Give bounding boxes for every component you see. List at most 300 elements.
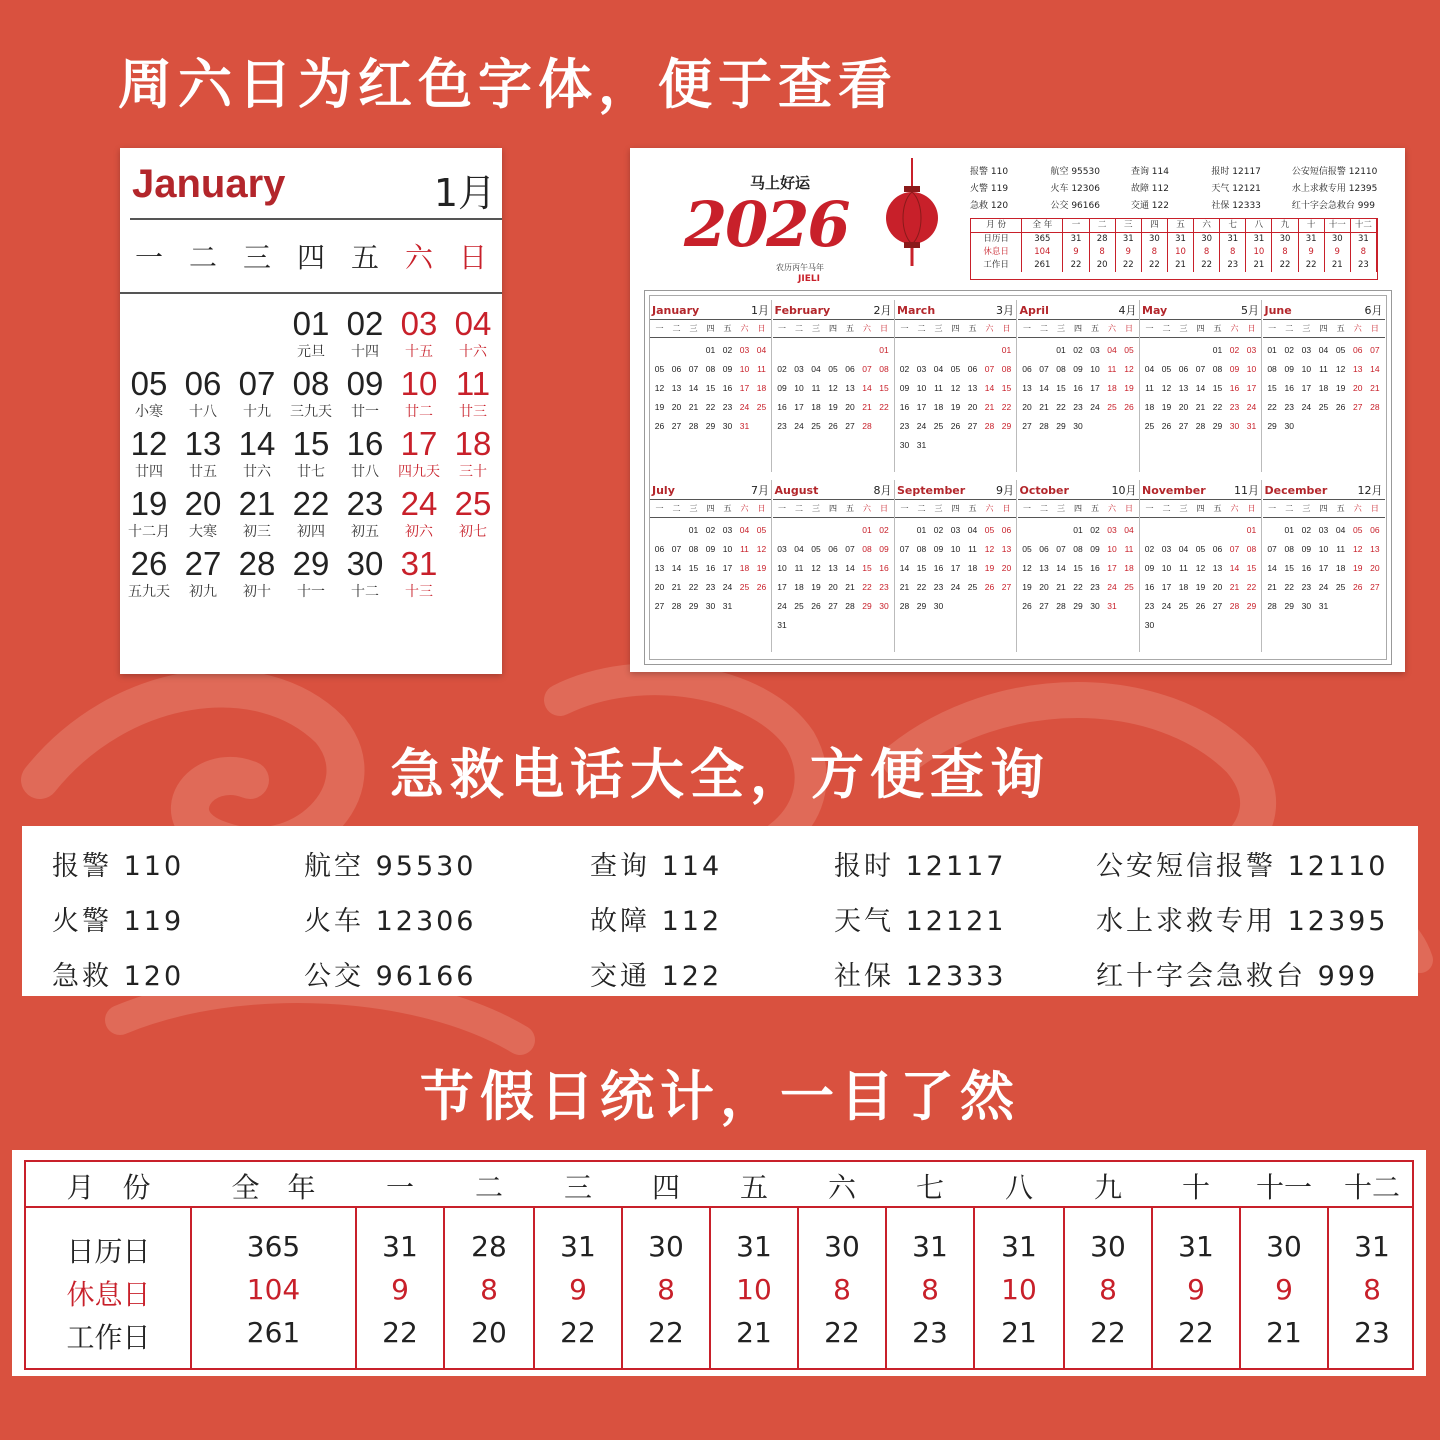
poster-weekday-row bbox=[1263, 500, 1385, 518]
poster-day: 04 bbox=[739, 525, 750, 535]
poster-month-en: May bbox=[1142, 304, 1168, 317]
day-cell bbox=[230, 424, 284, 484]
poster-day: 02 bbox=[722, 345, 733, 355]
poster-stat-cell: 28 bbox=[1090, 233, 1116, 246]
poster-day: 02 bbox=[1073, 345, 1083, 355]
poster-stat-cell: 30 bbox=[1325, 233, 1351, 246]
poster-day: 28 bbox=[688, 421, 699, 431]
poster-day: 09 bbox=[777, 383, 787, 393]
day-number: 04 bbox=[454, 305, 492, 342]
poster-day: 25 bbox=[1107, 402, 1117, 412]
poster-stat-head-cell: 六 bbox=[1194, 219, 1220, 232]
poster-day: 11 bbox=[1124, 544, 1134, 554]
lunar-label: 三九天 bbox=[290, 404, 332, 420]
day-number: 09 bbox=[346, 365, 384, 402]
day-cell bbox=[338, 544, 392, 604]
poster-day: 16 bbox=[1301, 563, 1312, 573]
poster-phone-list bbox=[970, 164, 1390, 215]
poster-day: 03 bbox=[722, 525, 733, 535]
day-number: 18 bbox=[454, 425, 492, 462]
poster-day: 16 bbox=[705, 563, 716, 573]
poster-holiday-stat bbox=[970, 218, 1378, 280]
poster-weekday: 四 bbox=[706, 504, 715, 513]
poster-stat-head-cell: 五 bbox=[1168, 219, 1194, 232]
poster-day: 04 bbox=[967, 525, 978, 535]
poster-phone-entry: 航空 95530 bbox=[1050, 167, 1100, 177]
poster-stat-cell: 22 bbox=[1194, 259, 1220, 272]
poster-weekday: 五 bbox=[846, 324, 854, 333]
weekday-label: 二 bbox=[188, 241, 217, 274]
poster-month-title bbox=[650, 480, 771, 500]
poster-day-grid bbox=[1140, 338, 1261, 439]
lunar-label: 廿一 bbox=[351, 404, 379, 420]
poster-weekday: 一 bbox=[900, 504, 909, 513]
poster-day: 23 bbox=[1073, 402, 1083, 412]
poster-day: 26 bbox=[811, 601, 821, 611]
poster-day: 01 bbox=[879, 345, 889, 355]
poster-stat-cell: 8 bbox=[1142, 246, 1168, 259]
lunar-label: 十五 bbox=[405, 344, 433, 360]
poster-day: 09 bbox=[933, 544, 944, 554]
holiday-table-header bbox=[26, 1162, 1412, 1208]
poster-stat-row bbox=[971, 259, 1377, 272]
poster-day: 14 bbox=[1229, 563, 1240, 573]
lantern-icon bbox=[882, 158, 942, 268]
poster-weekday-row bbox=[650, 320, 771, 338]
poster-day-blank bbox=[685, 344, 702, 363]
lunar-label: 十六 bbox=[459, 344, 487, 360]
poster-day: 02 bbox=[1144, 544, 1155, 554]
poster-day: 26 bbox=[1335, 402, 1346, 412]
poster-day: 27 bbox=[1212, 601, 1223, 611]
poster-weekday: 五 bbox=[1091, 324, 1099, 333]
poster-month-title bbox=[773, 480, 894, 500]
poster-stat-cell: 31 bbox=[1299, 233, 1325, 246]
poster-day: 24 bbox=[950, 582, 961, 592]
holiday-value: 104 bbox=[246, 1273, 301, 1306]
lunar-label: 十九 bbox=[243, 404, 271, 420]
poster-day-blank bbox=[668, 344, 685, 363]
phone-row bbox=[22, 899, 1418, 954]
phone-entry: 社保 12333 bbox=[834, 961, 1007, 992]
poster-day: 06 bbox=[1353, 345, 1363, 355]
poster-day: 14 bbox=[862, 383, 872, 393]
poster-day: 19 bbox=[1195, 582, 1206, 592]
lunar-label: 初四 bbox=[297, 524, 325, 540]
holiday-value: 8 bbox=[1363, 1273, 1381, 1306]
poster-day: 27 bbox=[654, 601, 665, 611]
poster-weekday: 四 bbox=[1319, 504, 1328, 513]
poster-day: 22 bbox=[1073, 582, 1083, 592]
poster-day: 11 bbox=[757, 364, 766, 374]
poster-phone-entry: 查询 114 bbox=[1130, 167, 1169, 177]
holiday-header-cell: 八 bbox=[1004, 1171, 1033, 1204]
poster-day: 14 bbox=[1370, 364, 1380, 374]
poster-day: 15 bbox=[1246, 563, 1257, 573]
poster-weekday: 日 bbox=[757, 504, 766, 513]
poster-day: 27 bbox=[1353, 402, 1363, 412]
poster-day: 16 bbox=[722, 383, 733, 393]
poster-month-title bbox=[1018, 300, 1139, 320]
lunar-label: 廿三 bbox=[459, 404, 487, 420]
poster-weekday: 一 bbox=[655, 324, 664, 333]
holiday-value: 30 bbox=[824, 1230, 860, 1263]
poster-phone-row bbox=[970, 198, 1390, 215]
poster-day: 21 bbox=[671, 582, 682, 592]
lunar-label: 初十 bbox=[243, 584, 271, 600]
poster-day: 22 bbox=[1284, 582, 1294, 592]
poster-day: 14 bbox=[688, 383, 699, 393]
poster-weekday-row bbox=[1140, 500, 1261, 518]
poster-stat-cell: 104 bbox=[1022, 246, 1063, 259]
poster-weekday: 一 bbox=[900, 324, 909, 333]
day-cell bbox=[122, 424, 176, 484]
poster-phone-entry: 报警 110 bbox=[970, 167, 1009, 177]
poster-phone-row bbox=[970, 164, 1390, 181]
poster-day: 21 bbox=[984, 402, 995, 412]
poster-day: 21 bbox=[899, 582, 910, 592]
poster-day: 27 bbox=[967, 421, 978, 431]
poster-day: 19 bbox=[1161, 402, 1172, 412]
phone-entry: 火警 119 bbox=[52, 906, 185, 937]
poster-day: 20 bbox=[828, 582, 838, 592]
holiday-value: 31 bbox=[1354, 1230, 1390, 1263]
poster-month-en: July bbox=[652, 484, 675, 497]
poster-stat-cell: 261 bbox=[1022, 259, 1063, 272]
poster-stat-cell: 31 bbox=[1351, 233, 1377, 246]
poster-day-blank bbox=[1175, 344, 1192, 363]
day-cell bbox=[446, 484, 500, 544]
day-cell bbox=[122, 304, 176, 364]
poster-stat-cell: 20 bbox=[1090, 259, 1116, 272]
poster-weekday: 三 bbox=[934, 504, 943, 513]
poster-day: 21 bbox=[1229, 582, 1240, 592]
poster-weekday: 一 bbox=[1145, 324, 1154, 333]
heading-holiday: 节假日统计，一目了然 bbox=[420, 1065, 1020, 1128]
poster-day: 10 bbox=[950, 544, 961, 554]
poster-day: 22 bbox=[705, 402, 716, 412]
holiday-value: 8 bbox=[921, 1273, 939, 1306]
poster-weekday: 四 bbox=[1074, 324, 1082, 333]
poster-stat-cell: 10 bbox=[1246, 246, 1272, 259]
poster-day: 17 bbox=[739, 383, 750, 393]
poster-day: 10 bbox=[1161, 563, 1172, 573]
poster-weekday: 四 bbox=[1196, 324, 1205, 333]
poster-day: 16 bbox=[1090, 563, 1100, 573]
poster-day-blank bbox=[964, 344, 981, 363]
lunar-label: 小寒 bbox=[135, 404, 163, 420]
holiday-value: 31 bbox=[382, 1230, 418, 1263]
poster-stat-cell: 365 bbox=[1022, 233, 1063, 246]
poster-day: 27 bbox=[671, 421, 682, 431]
poster-day: 05 bbox=[1022, 544, 1032, 554]
weekday-label: 四 bbox=[296, 241, 325, 274]
poster-day: 03 bbox=[739, 345, 750, 355]
poster-day: 26 bbox=[654, 421, 665, 431]
phone-entry: 查询 114 bbox=[590, 851, 723, 882]
day-number: 03 bbox=[400, 305, 438, 342]
poster-weekday: 一 bbox=[1023, 504, 1031, 513]
poster-day: 29 bbox=[1001, 421, 1012, 431]
poster-day: 01 bbox=[1073, 525, 1083, 535]
poster-weekday-row bbox=[895, 320, 1016, 338]
poster-month-title bbox=[1263, 480, 1385, 500]
poster-day: 20 bbox=[1001, 563, 1012, 573]
poster-weekday: 三 bbox=[1057, 324, 1065, 333]
poster-day: 03 bbox=[916, 364, 927, 374]
poster-month bbox=[773, 300, 895, 472]
poster-stat-cell: 9 bbox=[1299, 246, 1325, 259]
weekday-row bbox=[120, 228, 502, 294]
poster-day: 24 bbox=[1301, 402, 1312, 412]
poster-day-grid bbox=[650, 518, 771, 619]
poster-stat-cell: 23 bbox=[1351, 259, 1377, 272]
poster-day-blank bbox=[774, 344, 791, 363]
poster-day: 15 bbox=[1073, 563, 1083, 573]
poster-day: 28 bbox=[1195, 421, 1206, 431]
poster-day: 19 bbox=[984, 563, 995, 573]
holiday-value: 31 bbox=[912, 1230, 948, 1263]
poster-month-cn: 11月 bbox=[1234, 484, 1259, 497]
day-number: 13 bbox=[184, 425, 222, 462]
holiday-value: 8 bbox=[833, 1273, 851, 1306]
phone-entry: 报警 110 bbox=[52, 851, 185, 882]
poster-day: 25 bbox=[1124, 582, 1134, 592]
holiday-value: 30 bbox=[648, 1230, 684, 1263]
poster-weekday: 五 bbox=[723, 324, 732, 333]
poster-day: 14 bbox=[899, 563, 910, 573]
poster-day: 25 bbox=[967, 582, 978, 592]
poster-day-blank bbox=[896, 344, 913, 363]
poster-day: 08 bbox=[879, 364, 889, 374]
poster-day: 18 bbox=[1144, 402, 1155, 412]
poster-day: 03 bbox=[1090, 345, 1100, 355]
poster-day: 19 bbox=[756, 563, 767, 573]
poster-day-blank bbox=[651, 344, 668, 363]
poster-weekday: 六 bbox=[985, 324, 994, 333]
poster-weekday: 二 bbox=[1040, 504, 1048, 513]
day-number: 31 bbox=[400, 545, 438, 582]
poster-day: 20 bbox=[1039, 582, 1049, 592]
poster-stat-cell: 8 bbox=[1351, 246, 1377, 259]
poster-day: 15 bbox=[705, 383, 716, 393]
poster-day: 29 bbox=[916, 601, 927, 611]
poster-weekday: 二 bbox=[672, 324, 681, 333]
poster-month-title bbox=[1018, 480, 1139, 500]
poster-day: 22 bbox=[879, 402, 889, 412]
poster-day: 22 bbox=[1001, 402, 1012, 412]
poster-day: 03 bbox=[1107, 525, 1117, 535]
poster-day: 23 bbox=[1229, 402, 1240, 412]
poster-day: 18 bbox=[1107, 383, 1117, 393]
holiday-value: 22 bbox=[560, 1316, 596, 1349]
poster-day: 28 bbox=[899, 601, 910, 611]
weekday-label: 五 bbox=[350, 241, 379, 274]
poster-day: 03 bbox=[1161, 544, 1172, 554]
poster-stat-cell: 日历日 bbox=[971, 233, 1022, 246]
day-cell bbox=[122, 364, 176, 424]
poster-day: 11 bbox=[794, 563, 804, 573]
poster-day: 25 bbox=[794, 601, 804, 611]
poster-slogan: 马上好运 bbox=[750, 174, 811, 192]
poster-day: 12 bbox=[756, 544, 767, 554]
poster-day: 06 bbox=[1370, 525, 1380, 535]
day-cell bbox=[230, 484, 284, 544]
poster-day: 14 bbox=[1195, 383, 1206, 393]
poster-weekday-row bbox=[650, 500, 771, 518]
day-cell bbox=[392, 424, 446, 484]
poster-day: 03 bbox=[1246, 345, 1257, 355]
poster-weekday: 一 bbox=[1023, 324, 1031, 333]
poster-day: 09 bbox=[1229, 364, 1240, 374]
poster-day-blank bbox=[668, 524, 685, 543]
holiday-header-cell: 七 bbox=[915, 1171, 944, 1204]
poster-weekday-row bbox=[773, 500, 894, 518]
poster-day: 13 bbox=[845, 383, 855, 393]
poster-day: 23 bbox=[1090, 582, 1100, 592]
poster-day: 02 bbox=[705, 525, 716, 535]
day-number: 22 bbox=[292, 485, 330, 522]
heading-weekend-red: 周六日为红色字体，便于查看 bbox=[118, 53, 898, 116]
poster-year: 2026 bbox=[684, 188, 849, 261]
lunar-label: 四九天 bbox=[398, 464, 440, 480]
poster-day: 02 bbox=[1301, 525, 1312, 535]
poster-day: 28 bbox=[845, 601, 855, 611]
lunar-label: 三十 bbox=[459, 464, 487, 480]
poster-day: 10 bbox=[739, 364, 750, 374]
poster-stat-cell: 31 bbox=[1116, 233, 1142, 246]
poster-day: 07 bbox=[845, 544, 855, 554]
holiday-value: 9 bbox=[1275, 1273, 1293, 1306]
day-cell bbox=[122, 544, 176, 604]
day-cell bbox=[338, 424, 392, 484]
poster-weekday-row bbox=[1018, 320, 1139, 338]
day-cell bbox=[176, 364, 230, 424]
poster-day: 06 bbox=[1022, 364, 1032, 374]
poster-day: 26 bbox=[1161, 421, 1172, 431]
poster-day: 06 bbox=[967, 364, 978, 374]
poster-day: 06 bbox=[671, 364, 682, 374]
lunar-label: 廿八 bbox=[351, 464, 379, 480]
poster-weekday: 日 bbox=[880, 324, 888, 333]
day-number: 14 bbox=[238, 425, 276, 462]
holiday-row-label: 日历日 bbox=[66, 1235, 151, 1268]
poster-day: 22 bbox=[862, 582, 872, 592]
day-cell bbox=[284, 484, 338, 544]
poster-day: 30 bbox=[1284, 421, 1294, 431]
poster-day: 09 bbox=[899, 383, 910, 393]
poster-stat-cell: 9 bbox=[1063, 246, 1089, 259]
poster-day: 20 bbox=[1370, 563, 1380, 573]
poster-phone-entry: 红十字会急救台 999 bbox=[1291, 201, 1375, 211]
day-number: 27 bbox=[184, 545, 222, 582]
poster-day: 11 bbox=[811, 383, 821, 393]
poster-day-blank bbox=[791, 344, 808, 363]
lunar-label: 十一 bbox=[297, 584, 325, 600]
day-cell bbox=[392, 484, 446, 544]
poster-day: 08 bbox=[705, 364, 716, 374]
poster-stat-head-cell: 八 bbox=[1246, 219, 1272, 232]
poster-stat-head-cell: 七 bbox=[1220, 219, 1246, 232]
poster-day-blank bbox=[1158, 344, 1175, 363]
poster-day-blank bbox=[1053, 524, 1070, 543]
poster-day: 26 bbox=[756, 582, 767, 592]
poster-day: 02 bbox=[1229, 345, 1240, 355]
poster-day: 27 bbox=[1370, 582, 1380, 592]
day-cell bbox=[176, 304, 230, 364]
poster-day: 30 bbox=[879, 601, 889, 611]
poster-weekday: 五 bbox=[1213, 504, 1222, 513]
poster-day: 04 bbox=[1144, 364, 1155, 374]
poster-day: 13 bbox=[1212, 563, 1223, 573]
poster-day: 14 bbox=[671, 563, 682, 573]
poster-day: 15 bbox=[916, 563, 927, 573]
day-cell bbox=[284, 544, 338, 604]
poster-day-blank bbox=[981, 344, 998, 363]
poster-day: 25 bbox=[811, 421, 821, 431]
poster-day-blank bbox=[1158, 524, 1175, 543]
holiday-value: 8 bbox=[1099, 1273, 1117, 1306]
poster-day: 25 bbox=[739, 582, 750, 592]
poster-day: 29 bbox=[1284, 601, 1294, 611]
poster-weekday: 三 bbox=[934, 324, 943, 333]
poster-weekday-row bbox=[1263, 320, 1385, 338]
poster-day-blank bbox=[930, 344, 947, 363]
holiday-value: 261 bbox=[246, 1316, 301, 1349]
poster-month bbox=[650, 480, 772, 652]
poster-day: 16 bbox=[1073, 383, 1083, 393]
poster-weekday: 日 bbox=[1247, 324, 1256, 333]
poster-day-blank bbox=[947, 344, 964, 363]
poster-stat-cell: 31 bbox=[1220, 233, 1246, 246]
january-calendar-card bbox=[120, 148, 502, 674]
poster-weekday: 六 bbox=[1108, 504, 1116, 513]
poster-day: 03 bbox=[1301, 345, 1312, 355]
poster-day: 10 bbox=[722, 544, 733, 554]
phone-row bbox=[22, 954, 1418, 1009]
poster-weekday: 一 bbox=[1145, 504, 1154, 513]
poster-day: 05 bbox=[811, 544, 821, 554]
poster-day: 16 bbox=[933, 563, 944, 573]
poster-day: 05 bbox=[654, 364, 665, 374]
poster-day: 05 bbox=[984, 525, 995, 535]
poster-day: 02 bbox=[899, 364, 910, 374]
poster-day: 29 bbox=[1267, 421, 1277, 431]
poster-day: 07 bbox=[1039, 364, 1049, 374]
poster-day: 28 bbox=[1039, 421, 1049, 431]
poster-day: 07 bbox=[862, 364, 872, 374]
poster-day-grid bbox=[1018, 338, 1139, 439]
poster-day: 07 bbox=[671, 544, 682, 554]
poster-day: 21 bbox=[1195, 402, 1206, 412]
poster-day: 15 bbox=[862, 563, 872, 573]
poster-day: 07 bbox=[1370, 345, 1380, 355]
poster-weekday: 四 bbox=[829, 324, 837, 333]
poster-weekday: 五 bbox=[1336, 504, 1345, 513]
poster-month-cn: 2月 bbox=[873, 304, 892, 317]
poster-day: 13 bbox=[671, 383, 682, 393]
month-name-en: January bbox=[132, 162, 286, 206]
poster-weekday: 日 bbox=[1002, 504, 1011, 513]
poster-day-grid bbox=[773, 338, 894, 439]
poster-day: 09 bbox=[879, 544, 889, 554]
poster-month-cn: 8月 bbox=[873, 484, 892, 497]
poster-phone-entry: 故障 112 bbox=[1130, 184, 1169, 194]
poster-day: 12 bbox=[828, 383, 838, 393]
lunar-label: 廿七 bbox=[297, 464, 325, 480]
day-number: 07 bbox=[238, 365, 276, 402]
poster-day: 10 bbox=[1246, 364, 1257, 374]
